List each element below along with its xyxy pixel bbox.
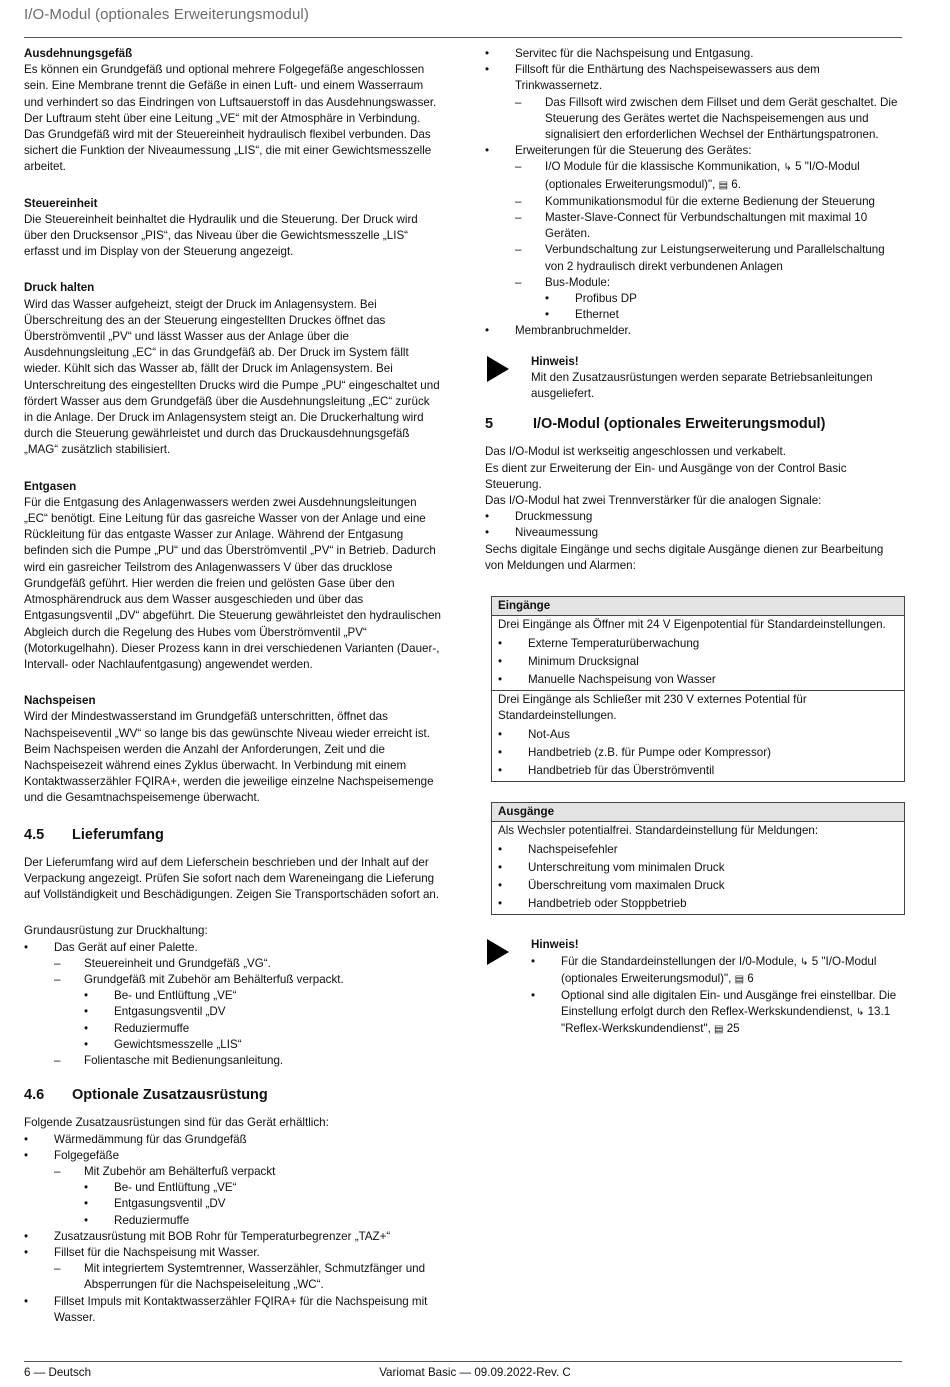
zusatzausruestung-list-continued [485, 46, 905, 340]
list-item: • Membranbruchmelder. [485, 324, 631, 338]
page-icon: ▤ [734, 973, 745, 985]
play-triangle-icon [487, 356, 509, 382]
list-item: – Bus-Module: • Profibus DP • Ethernet [515, 275, 905, 324]
page-reference[interactable]: 6. [731, 177, 741, 191]
link-arrow-icon: ↳ [800, 956, 809, 968]
hint-box [485, 937, 905, 1038]
section-nachspeisen [24, 693, 441, 806]
page-number: 6 — Deutsch [24, 1366, 92, 1379]
list-item: • Minimum Drucksignal [498, 654, 639, 668]
list-item: • Be- und Entlüftung „VE“ [84, 989, 237, 1003]
section-steuereinheit [24, 196, 441, 261]
outputs-table [491, 802, 905, 915]
page-icon: ▤ [714, 1024, 724, 1036]
list-item: – Das Fillsoft wird zwischen dem Fillset und dem Gerät geschaltet. Die Steuerung des Gerätes wertet die Nachspeisemengen aus und signalisiert den erforderlichen Wechsel der Enthärtungspatronen. [515, 95, 898, 142]
section-title: Optionale Zusatzausrüstung [72, 1087, 268, 1104]
list-item: • Externe Temperaturüberwachung [498, 636, 700, 650]
document-info: Variomat Basic — 09.09.2022-Rev. C [379, 1366, 571, 1379]
subheading: Steuereinheit [24, 196, 98, 210]
zusatzausruestung-list [24, 1132, 441, 1326]
list-item: • Fillset Impuls mit Kontaktwasserzähler FQIRA+ für die Nachspeisung mit Wasser. [24, 1294, 428, 1324]
cross-reference-link[interactable]: 5 "I/O-Modul (optionales Erweiterungsmodul)", [561, 954, 877, 985]
list-item: • Optional sind alle digitalen Ein- und Ausgänge frei einstellbar. Die Einstellung erfolgt durch den Reflex-Werkskundendienst, ↳ 13.1 "Reflex-Werkskundendienst", ▤ 25 [531, 988, 897, 1036]
table-cell [492, 822, 904, 914]
list-item: – Grundgefäß mit Zubehör am Behälterfuß verpackt. • Be- und Entlüftung „VE“ • Entgasungsventil „DV • Reduziermuffe • Gewichtsmesszelle „LIS“ [54, 972, 441, 1053]
section-number: 4.5 [24, 826, 45, 843]
list-item: – Mit integriertem Systemtrenner, Wasserzähler, Schmutzfänger und Absperrungen für die Nachspeiseleitung „WC“. [54, 1262, 426, 1292]
paragraph: Sechs digitale Eingänge und sechs digitale Ausgänge dienen zur Bearbeitung von Meldungen und Alarmen: [485, 542, 884, 572]
list-item: • Fillset für die Nachspeisung mit Wasser. – Mit integriertem Systemtrenner, Wasserzähler, Schmutzfänger und Absperrungen für die Nachspeiseleitung „WC“. [24, 1245, 441, 1294]
section-druck-halten [24, 280, 441, 458]
list-item: • Ethernet [545, 308, 619, 322]
paragraph: Der Lieferumfang wird auf dem Lieferschein beschrieben und der Inhalt auf der Verpackung angezeigt. Prüfen Sie sofort nach dem Wareneingang die Lieferung auf Vollständigkeit und Beschädigungen. Zeigen Sie Transportschäden sofort an. [24, 855, 440, 902]
hint-text: Mit den Zusatzausrüstungen werden separate Betriebsanleitungen ausgeliefert. [531, 370, 873, 401]
list-item: • Das Gerät auf einer Palette. – Steuereinheit und Grundgefäß „VG“. – Grundgefäß mit Zubehör am Behälterfuß verpackt. • Be- und Entlüftung „VE“ • Entgasungsventil „DV • Reduziermuffe • Gewichtsmesszelle „LIS“ – Folientasche mit Bedienungsanleitung. [24, 940, 441, 1070]
list-item: • Handbetrieb für das Überströmventil [498, 763, 715, 777]
cell-text: Drei Eingänge als Öffner mit 24 V Eigenpotential für Standardeinstellungen. [498, 618, 886, 632]
subheading: Entgasen [24, 479, 77, 493]
header-divider [24, 37, 902, 38]
list-item: • Erweiterungen für die Steuerung des Gerätes: – I/O Module für die klassische Kommunikation, ↳ 5 "I/O-Modul (optionales Erweiterungsmodul)", ▤ 6. – Kommunikationsmodul für die externe Bedienung der Steuerung – Master-Slave-Connect für Verbundschaltungen mit maximal 10 Geräten. – Verbundschaltung zur Leistungserweiterung und Parallelschaltung von 2 hydraulisch direkt verbundenen Anlagen – Bus-Module: • Profibus DP • Ethernet [485, 143, 905, 323]
cross-reference-link[interactable]: 13.1 "Reflex-Werkskundendienst", [561, 1005, 891, 1036]
paragraph: Es können ein Grundgefäß und optional mehrere Folgegefäße angeschlossen sein. Eine Membrane trennt die Gefäße in einen Luft- und einem Wasserraum und verhindert so das Eindringen von Luftsauerstoff in das Ausdehnungswasser. Der Luftraum steht über eine Leitung „VE“ mit der Atmosphäre in Verbindung. Das Grundgefäß wird mit der Steuereinheit hydraulisch flexibel verbunden. Das sichert die Funktion der Niveaumessung „LIS“, die mit einer Gewichtsmesszelle arbeitet. [24, 63, 437, 174]
section-heading-4-5 [24, 827, 441, 843]
list-item: • Fillsoft für die Enthärtung des Nachspeisewassers aus dem Trinkwassernetz. – Das Fillsoft wird zwischen dem Fillset und dem Gerät geschaltet. Die Steuerung des Gerätes wertet die Nachspeisemengen aus und signalisiert den erforderlichen Wechsel der Enthärtungspatronen. [485, 62, 905, 143]
table-cell [492, 616, 904, 690]
list-item: – I/O Module für die klassische Kommunikation, ↳ 5 "I/O-Modul (optionales Erweiterungsmodul)", ▤ 6. [515, 160, 860, 191]
section-ausdehnungsgefaess [24, 46, 441, 176]
hint-title: Hinweis! [531, 938, 579, 952]
list-item: • Nachspeisefehler [498, 842, 618, 856]
list-item: • Unterschreitung vom minimalen Druck [498, 860, 725, 874]
cross-reference-link[interactable]: 5 "I/O-Modul (optionales Erweiterungsmodul)", [545, 160, 860, 191]
cell-text: Drei Eingänge als Schließer mit 230 V externes Potential für Standardeinstellungen. [498, 693, 807, 723]
list-item: – Verbundschaltung zur Leistungserweiterung und Parallelschaltung von 2 hydraulisch direkt verbundenen Anlagen [515, 243, 885, 273]
list-item: • Servitec für die Nachspeisung und Entgasung. [485, 47, 754, 60]
section-number: 5 [485, 416, 494, 433]
subheading: Nachspeisen [24, 694, 96, 708]
paragraph: Die Steuereinheit beinhaltet die Hydraulik und die Steuerung. Der Druck wird über den Drucksensor „PIS“, das Niveau über die Gewichtsmesszelle „LIS“ erfasst und im Display von der Steuerung angezeigt. [24, 212, 418, 259]
right-column [485, 46, 905, 1053]
list-item: • Be- und Entlüftung „VE“ [84, 1181, 237, 1195]
paragraph: Wird der Mindestwasserstand im Grundgefäß unterschritten, öffnet das Nachspeiseventil „WV“ so lange bis das gewünschte Niveau wieder erreicht ist. Beim Nachspeisen werden die Anzahl der Anforderungen, Zeit und die Nachspeisezeit während eines Zyklus überwacht. In Verbindung mit einem Kontaktwasserzähler FQIRA+, werden die jeweilige einzelne Nachspeisemenge und die Gesamtnachspeisemenge überwacht. [24, 710, 434, 805]
page-icon: ▤ [718, 179, 729, 191]
list-item: – Mit Zubehör am Behälterfuß verpackt • Be- und Entlüftung „VE“ • Entgasungsventil „DV • Reduziermuffe [54, 1164, 441, 1229]
inputs-table [491, 596, 905, 782]
list-item: • Zusatzausrüstung mit BOB Rohr für Temperaturbegrenzer „TAZ+“ [24, 1229, 391, 1243]
play-triangle-icon [487, 939, 509, 965]
paragraph: Wird das Wasser aufgeheizt, steigt der Druck im Anlagensystem. Bei Überschreitung des an der Steuerung eingestellten Druckes öffnet das Überströmventil „PV“ und lässt Wasser aus der Anlage über die Ausdehnungsleitung „EC“ in das Grundgefäß ab. Der Druck im System fällt wieder. Kühlt sich das Wasser ab, fällt der Druck im Anlagensystem. Bei Unterschreitung des eingestellten Drucks wird die Pumpe „PU“ eingeschaltet und fördert Wasser aus dem Grundgefäß über die Ausdehnungsleitung „EC“ zurück in die Anlage. Der Druck im Anlagensystem steigt an. Die Druckerhaltung wird durch die Steuerung gewährleistet und durch das Druckausdehnungsgefäß „MAG“ zusätzlich stabilisiert. [24, 297, 440, 457]
table-cell [492, 690, 904, 781]
section-heading-4-6 [24, 1087, 441, 1103]
list-item: • Manuelle Nachspeisung von Wasser [498, 672, 716, 686]
subheading: Druck halten [24, 281, 95, 295]
section-title: I/O-Modul (optionales Erweiterungsmodul) [533, 416, 826, 433]
table-header: Eingänge [492, 597, 904, 616]
paragraph: Für die Entgasung des Anlagenwassers werden zwei Ausdehnungsleitungen „EC“ benötigt. Eine Leitung für das gasreiche Wasser von der Anlage und eine Rückleitung für das entgaste Wasser zur Anlage. Während der Entgasung befinden sich die Pumpe „PU“ und das Überströmventil „PV“ in Betrieb. Dadurch wird ein gasreicher Teilstrom des Anlagenwassers V über das drucklose Grundgefäß geführt. Hier werden die freien und gelösten Gase über den Atmosphärendruck aus dem Wasser ausgeschieden und über das Entgasungsventil „DV“ abgeführt. Die Steuerung gewährleistet den hydraulischen Abgleich durch die Regelung des Hubes vom Überströmventil „PV“ (Motorkugelhahn). Dieser Prozess kann in drei verschiedenen Varianten (Dauer-, Intervall- oder Nachlaufentgasung) angewendet werden. [24, 495, 441, 671]
list-item: • Wärmedämmung für das Grundgefäß [24, 1132, 247, 1146]
list-item: – Master-Slave-Connect für Verbundschaltungen mit maximal 10 Geräten. [515, 211, 868, 241]
link-arrow-icon: ↳ [855, 1007, 865, 1019]
list-item: • Reduziermuffe [84, 1021, 190, 1035]
subheading: Ausdehnungsgefäß [24, 47, 133, 60]
footer-divider [24, 1361, 902, 1362]
page-header: I/O-Modul (optionales Erweiterungsmodul) [24, 6, 309, 23]
list-item: • Folgegefäße – Mit Zubehör am Behälterfuß verpackt • Be- und Entlüftung „VE“ • Entgasungsventil „DV • Reduziermuffe [24, 1148, 441, 1229]
list-item: – Folientasche mit Bedienungsanleitung. [54, 1053, 284, 1067]
section-entgasen [24, 479, 441, 673]
list-item: • Niveaumessung [485, 526, 599, 540]
left-column [24, 46, 441, 1326]
list-item: • Handbetrieb oder Stoppbetrieb [498, 897, 687, 911]
list-item: – Steuereinheit und Grundgefäß „VG“. [54, 956, 271, 970]
hint-box [485, 354, 905, 403]
list-item: • Für die Standardeinstellungen der I/0-Module, ↳ 5 "I/O-Modul (optionales Erweiterungsmodul)", ▤ 6 [531, 954, 877, 985]
signal-list [485, 509, 905, 541]
hint-title: Hinweis! [531, 354, 579, 368]
list-item: • Not-Aus [498, 727, 570, 741]
paragraph: Es dient zur Erweiterung der Ein- und Ausgänge von der Control Basic Steuerung. [485, 461, 847, 491]
table-header: Ausgänge [492, 803, 904, 822]
grundausruestung-list [24, 940, 441, 1070]
list-item: – Kommunikationsmodul für die externe Bedienung der Steuerung [515, 194, 875, 208]
list-item: • Profibus DP [545, 292, 637, 306]
link-arrow-icon: ↳ [783, 162, 792, 174]
list-item: • Entgasungsventil „DV [84, 1197, 226, 1211]
paragraph: Das I/O-Modul hat zwei Trennverstärker für die analogen Signale: [485, 494, 822, 508]
section-number: 4.6 [24, 1087, 45, 1104]
list-item: • Reduziermuffe [84, 1213, 190, 1227]
list-item: • Entgasungsventil „DV [84, 1005, 226, 1019]
list-item: • Druckmessung [485, 510, 593, 524]
list-intro: Folgende Zusatzausrüstungen sind für das Gerät erhältlich: [24, 1116, 329, 1130]
list-item: • Handbetrieb (z.B. für Pumpe oder Kompressor) [498, 745, 771, 759]
section-heading-5 [485, 416, 905, 432]
paragraph: Das I/O-Modul ist werkseitig angeschlossen und verkabelt. [485, 445, 786, 459]
list-intro: Grundausrüstung zur Druckhaltung: [24, 924, 208, 938]
page-reference[interactable]: 25 [726, 1022, 740, 1036]
list-item: • Überschreitung vom maximalen Druck [498, 878, 725, 892]
section-title: Lieferumfang [72, 826, 164, 843]
page-reference[interactable]: 6 [747, 971, 754, 985]
cell-text: Als Wechsler potentialfrei. Standardeinstellung für Meldungen: [498, 824, 819, 838]
list-item: • Gewichtsmesszelle „LIS“ [84, 1037, 242, 1051]
